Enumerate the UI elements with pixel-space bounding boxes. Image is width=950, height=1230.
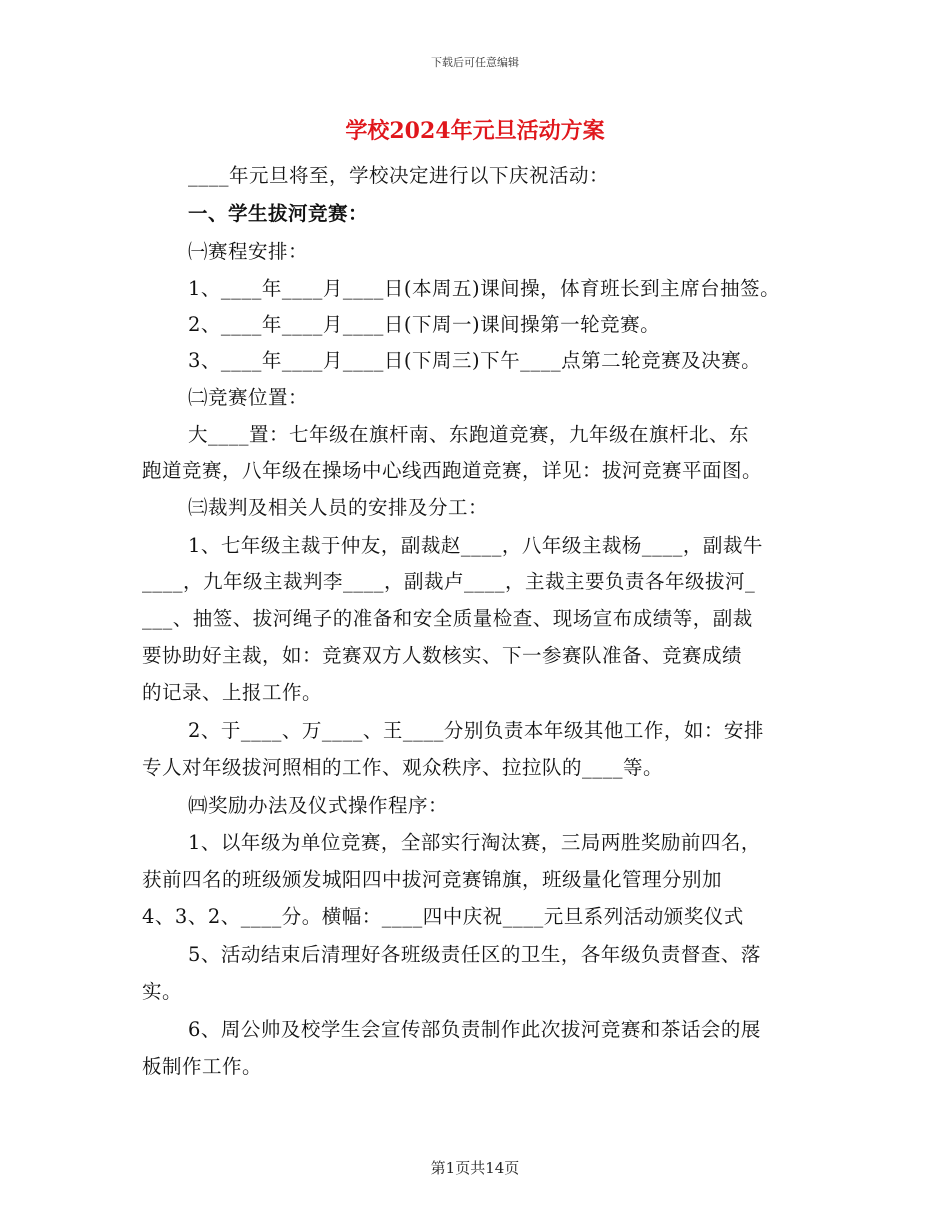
page-footer: 第1页共14页 xyxy=(430,1159,520,1177)
subsection-heading: ㈠赛程安排： xyxy=(188,240,309,263)
paragraph-line: 要协助好主裁，如：竞赛双方人数核实、下一参赛队准备、竞赛成绩 xyxy=(142,644,743,667)
schedule-item: 1、____年____月____日(本周五)课间操，体育班长到主席台抽签。 xyxy=(188,277,781,300)
intro-line: ____年元旦将至，学校决定进行以下庆祝活动： xyxy=(188,164,610,187)
paragraph-line: 大____置：七年级在旗杆南、东跑道竞赛，九年级在旗杆北、东 xyxy=(188,423,750,446)
header-note: 下载后可任意编辑 xyxy=(431,56,519,69)
section-heading: 一、学生拔河竞赛： xyxy=(188,202,369,225)
paragraph-line: 专人对年级拔河照相的工作、观众秩序、拉拉队的____等。 xyxy=(142,756,664,779)
paragraph-line: 获前四名的班级颁发城阳四中拔河竞赛锦旗，班级量化管理分别加 xyxy=(142,868,723,891)
paragraph-line: ___、抽签、拔河绳子的准备和安全质量检查、现场宣布成绩等，副裁 xyxy=(142,607,753,630)
paragraph-line: 跑道竞赛，八年级在操场中心线西跑道竞赛，详见：拔河竞赛平面图。 xyxy=(142,459,763,482)
paragraph-line: 实。 xyxy=(142,980,183,1003)
paragraph-line: 的记录、上报工作。 xyxy=(142,681,323,704)
paragraph-line: 板制作工作。 xyxy=(142,1055,263,1078)
paragraph-line: 1、以年级为单位竞赛，全部实行淘汰赛，三局两胜奖励前四名， xyxy=(188,831,761,854)
schedule-item: 3、____年____月____日(下周三)下午____点第二轮竞赛及决赛。 xyxy=(188,349,762,372)
paragraph-line: 5、活动结束后清理好各班级责任区的卫生，各年级负责督查、落 xyxy=(188,943,761,966)
document-title: 学校2024年元旦活动方案 xyxy=(345,118,605,144)
paragraph-line: 1、七年级主裁于仲友，副裁赵____，八年级主裁杨____，副裁牛 xyxy=(188,534,763,557)
paragraph-line: 6、周公帅及校学生会宣传部负责制作此次拔河竞赛和茶话会的展 xyxy=(188,1018,761,1041)
paragraph-line: 4、3、2、____分。横幅：____四中庆祝____元旦系列活动颁奖仪式 xyxy=(142,905,744,928)
subsection-heading: ㈡竞赛位置： xyxy=(188,386,309,409)
subsection-heading: ㈣奖励办法及仪式操作程序： xyxy=(188,794,449,817)
schedule-item: 2、____年____月____日(下周一)课间操第一轮竞赛。 xyxy=(188,313,661,336)
subsection-heading: ㈢裁判及相关人员的安排及分工： xyxy=(188,496,489,519)
paragraph-line: 2、于____、万____、王____分别负责本年级其他工作，如：安排 xyxy=(188,719,764,742)
paragraph-line: ____，九年级主裁判李____，副裁卢____，主裁主要负责各年级拔河_ xyxy=(142,570,756,593)
